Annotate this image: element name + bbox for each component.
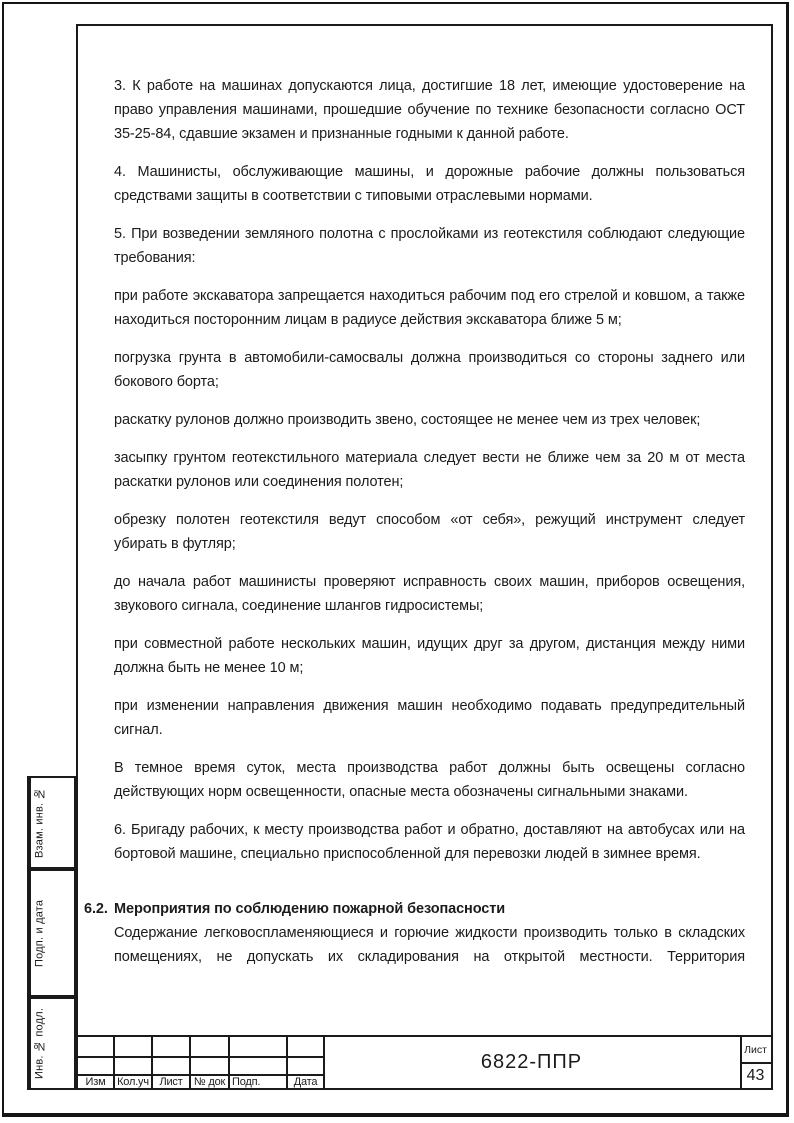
paragraph: при совместной работе нескольких машин, идущих друг за другом, дистанция между ними должна быть не менее 10 м; [114, 636, 745, 676]
paragraph: 5. При возведении земляного полотна с прослойками из геотекстиля соблюдают следующие требования: [114, 226, 745, 266]
paragraph: В темное время суток, места производства работ должны быть освещены согласно действующих норм освещенности, опасные места обозначены сигнальными знаками. [114, 760, 745, 800]
title-block-line [78, 1056, 323, 1058]
paragraph: погрузка грунта в автомобили-самосвалы должна производиться со стороны заднего или бокового борта; [114, 350, 745, 390]
titleblock-col-izm: Изм [85, 1075, 106, 1088]
document-body [84, 74, 745, 969]
titleblock-col-list: Лист [159, 1075, 183, 1088]
paragraph: раскатку рулонов должно производить звено, состоящее не менее чем из трех человек; [114, 412, 701, 428]
titleblock-col-koluch: Кол.уч [117, 1075, 149, 1088]
paragraph: обрезку полотен геотекстиля ведут способом «от себя», режущий инструмент следует убирать в футляр; [114, 512, 745, 552]
section-heading [84, 897, 745, 921]
sheet-number: 43 [746, 1067, 765, 1084]
side-stamp-label: Инв. № подл. [29, 999, 48, 1088]
side-stamp-vzam-inv [27, 776, 76, 869]
side-stamp-label: Взам. инв. № [29, 778, 48, 867]
sheet-label: Лист [744, 1043, 767, 1056]
side-stamp-inv-podl [27, 997, 76, 1090]
section-heading-title: Мероприятия по соблюдению пожарной безопасности [114, 901, 506, 917]
titleblock-col-ndok: № док [193, 1075, 226, 1088]
paragraph: 6. Бригаду рабочих, к месту производства работ и обратно, доставляют на автобусах или на бортовой машине, специально приспособленной для перевозки людей в зимнее время. [114, 822, 745, 862]
side-stamp-podp-data [27, 869, 76, 997]
paragraph: при изменении направления движения машин необходимо подавать предупредительный сигнал. [114, 698, 745, 738]
paragraph: 3. К работе на машинах допускаются лица, достигшие 18 лет, имеющие удостоверение на право управления машинами, прошедшие обучение по технике безопасности согласно ОСТ 35-25-84, сдавшие экзамен и признанные годными к данной работе. [114, 78, 745, 142]
paragraph: 4. Машинисты, обслуживающие машины, и дорожные рабочие должны пользоваться средствами защиты в соответствии с типовыми отраслевыми нормами. [114, 164, 745, 204]
paragraph: до начала работ машинисты проверяют исправность своих машин, приборов освещения, звукового сигнала, соединение шлангов гидросистемы; [114, 574, 745, 614]
title-block [76, 1035, 773, 1090]
paragraph: при работе экскаватора запрещается находиться рабочим под его стрелой и ковшом, а также находиться посторонним лицам в радиусе действия экскаватора ближе 5 м; [114, 288, 745, 328]
titleblock-col-data: Дата [293, 1075, 318, 1088]
side-stamp-label: Подп. и дата [29, 871, 48, 995]
paragraph: Содержание легковоспламеняющиеся и горючие жидкости производить только в складских помещениях, не допускать их складирования на открытой местности. Территория [114, 925, 745, 965]
paragraph: засыпку грунтом геотекстильного материала следует вести не ближе чем за 20 м от места раскатки рулонов или соединения полотен; [114, 450, 745, 490]
titleblock-col-podp: Подп. [232, 1075, 261, 1088]
document-number: 6822-ППР [480, 1051, 583, 1073]
section-heading-number: 6.2. [84, 901, 108, 917]
